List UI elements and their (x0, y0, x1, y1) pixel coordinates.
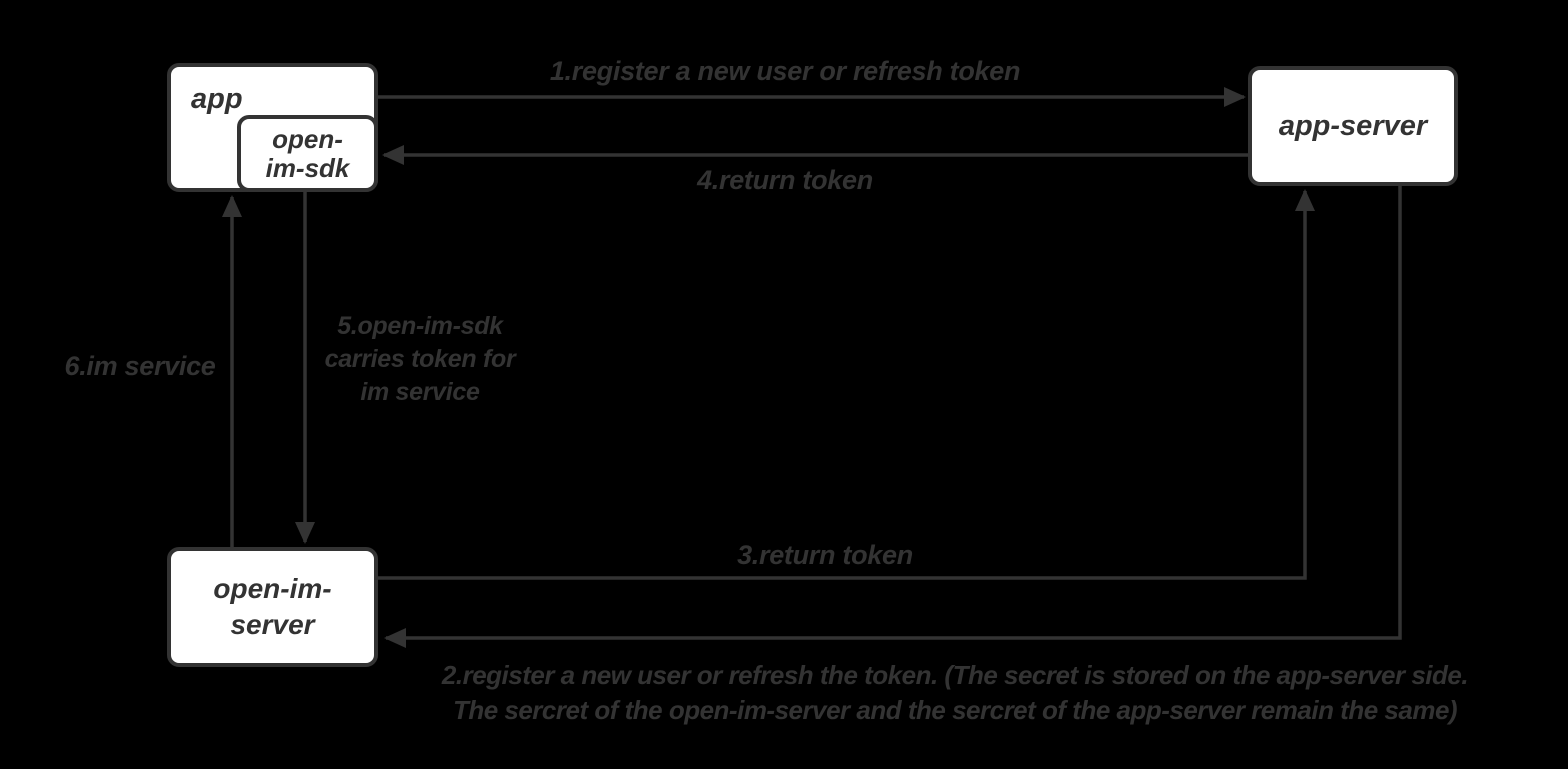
node-app-label: app (191, 83, 243, 115)
edge-label-2-line2: The sercret of the open-im-server and the sercret of the app-server remain the same) (452, 695, 1458, 725)
node-open-im-sdk-label-line2: im-sdk (265, 152, 350, 183)
edge-label-5-line1: 5.open-im-sdk (337, 312, 503, 340)
edge-label-6-im-service: 6.im service (64, 351, 216, 381)
node-app-server (1248, 66, 1458, 186)
edge-label-2-line1: 2.register a new user or refresh the token. (The secret is stored on the app-server side. (441, 660, 1469, 690)
node-open-im-server-label-line1: open-im- (213, 573, 332, 604)
node-open-im-server (167, 547, 378, 667)
edge-label-2-register-caption (360, 658, 1550, 728)
edge-label-3-return-token: 3.return token (737, 540, 913, 570)
node-open-im-server-label-line2: server (230, 609, 315, 640)
edge-label-5-line2: carries token for (324, 345, 516, 373)
edge-label-5-line3: im service (360, 378, 480, 406)
edge-label-5-carries-token (280, 310, 560, 409)
node-open-im-sdk (237, 115, 378, 192)
node-open-im-sdk-label-line1: open- (272, 123, 343, 154)
edge-label-1-register: 1.register a new user or refresh token (549, 56, 1021, 86)
node-app-server-label: app-server (1278, 109, 1428, 142)
edge-label-4-return-token: 4.return token (697, 165, 873, 195)
